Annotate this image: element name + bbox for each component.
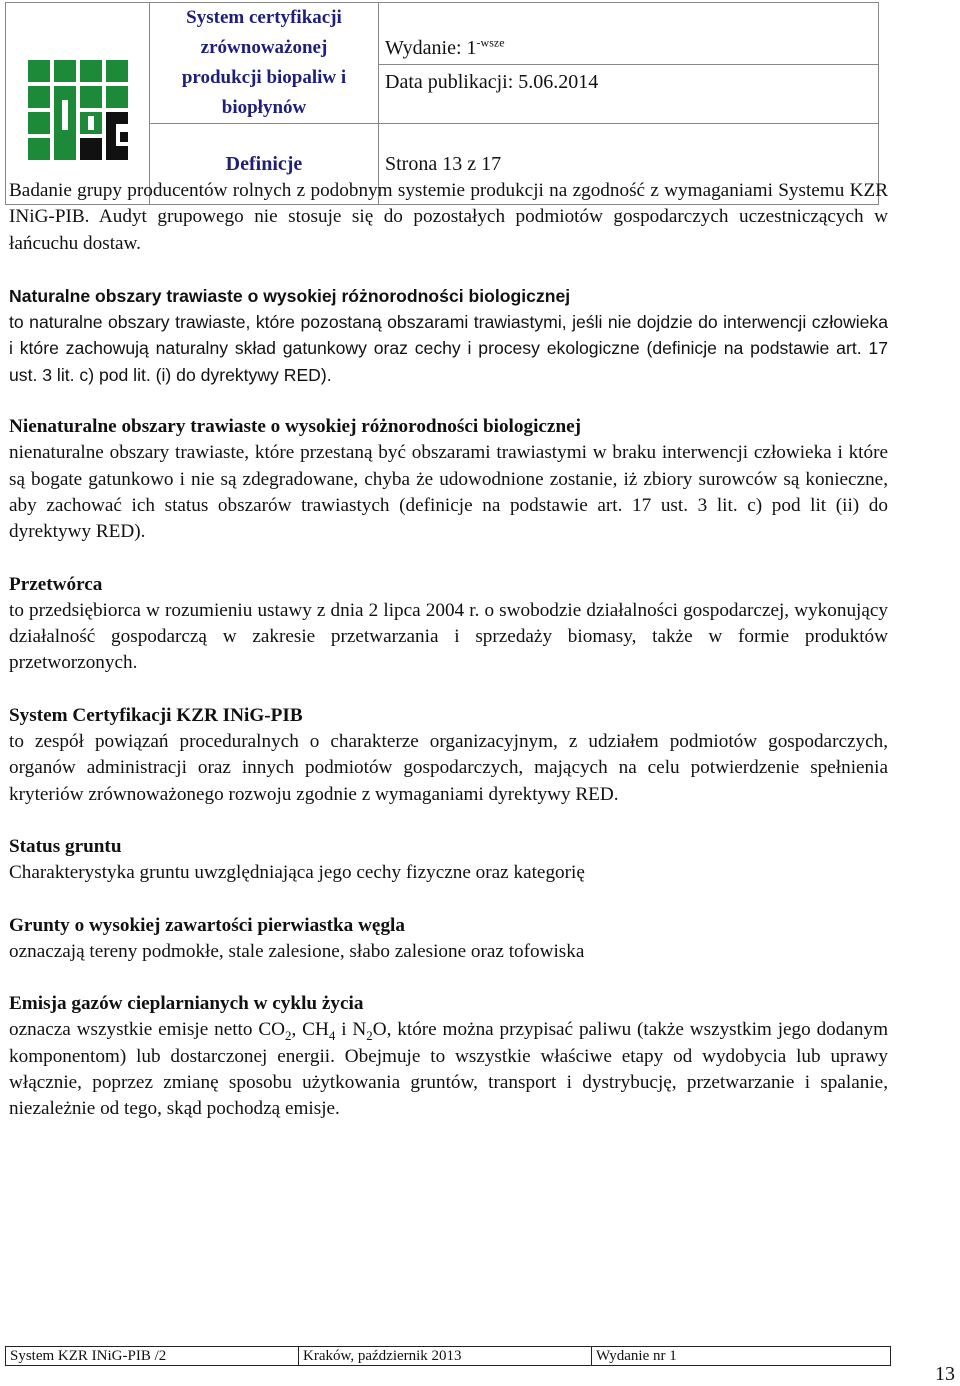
document-footer [5, 1346, 891, 1366]
document-header [5, 2, 879, 205]
logo-cell [6, 3, 150, 205]
definition-body: oznaczają tereny podmokłe, stale zalesione, słabo zalesione oraz tofowiska [9, 940, 585, 962]
definition-6 [9, 913, 888, 966]
definition-5 [9, 834, 888, 887]
publication-date: Data publikacji: 5.06.2014 [385, 70, 599, 93]
document-body [9, 178, 888, 1123]
definition-body: to zespół powiązań proceduralnych o charakterze organizacyjnym, z udziałem podmiotów gospodarczych, organów administracji oraz innych podmiotów gospodarczych, mających na celu potwierdzenie spełnienia kryteriów zrównoważonego rozwoju zgodnie z wymaganiami dyrektywy RED. [9, 731, 888, 805]
definition-term: System Certyfikacji KZR INiG-PIB [9, 704, 303, 726]
page-number: 13 [935, 1363, 955, 1385]
definition-4 [9, 703, 888, 808]
definition-3 [9, 572, 888, 677]
definition-term: Grunty o wysokiej zawartości pierwiastka węgla [9, 914, 405, 936]
edition-superscript: -wsze [476, 34, 505, 49]
edition-row [379, 30, 878, 65]
intro-paragraph: Badanie grupy producentów rolnych z podobnym systemie produkcji na zgodność z wymaganiami Systemu KZR INiG-PIB. Audyt grupowego nie stosuje się do pozostałych podmiotów gospodarczych uczestniczących w łańcuchu dostaw. [9, 180, 888, 254]
inig-logo-icon [28, 60, 128, 160]
definition-body: nienaturalne obszary trawiaste, które przestaną być obszarami trawiastymi w braku interwencji człowieka i które są bogate gatunkowo i nie są zdegradowane, chyba że udowodnione zostanie, iż zbiory surowców są konieczne, aby zachować ich status obszarów trawiastych (definicje na podstawie art. 17 ust. 3 lit. c) pod lit (ii) do dyrektywy RED). [9, 442, 888, 543]
footer-system: System KZR INiG-PIB /2 [6, 1347, 299, 1366]
footer-edition: Wydanie nr 1 [592, 1347, 891, 1366]
definition-7 [9, 991, 888, 1122]
definition-term: Status gruntu [9, 835, 122, 857]
document-title-cell [150, 3, 379, 124]
section-title: Definicje [225, 152, 303, 175]
document-title-line2: produkcji biopaliw i biopłynów [181, 67, 347, 118]
definition-body: to przedsiębiorca w rozumieniu ustawy z dnia 2 lipca 2004 r. o swobodzie działalności gospodarczej, wykonujący działalność gospodarczą w zakresie przetwarzania i sprzedaży biomasy, także w formie produktów przetworzonych. [9, 599, 888, 674]
definition-body: Charakterystyka gruntu uwzględniająca jego cechy fizyczne oraz kategorię [9, 862, 585, 884]
edition-label: Wydanie: 1 [385, 36, 477, 59]
definition-body: oznacza wszystkie emisje netto $CO_2$, $CH_4$ i $N_2O$, które można przypisać paliwu (także wszystkim jego dodanym komponentom) lub dostarczonej energii. Obejmuje to wszystkie właściwe etapy od wydobycia lub uprawy włącznie, poprzez zmianę sposobu użytkowania gruntów, transport i dystrybucję, przetwarzanie i spalanie, niezależnie od tego, skąd pochodzą emisje. [9, 1019, 889, 1120]
definition-body: to naturalne obszary trawiaste, które pozostaną obszarami trawiastymi, jeśli nie dojdzie do interwencji człowieka i które zachowują naturalny skład gatunkowy oraz cechy i procesy ekologiczne (definicje na podstawie art. 17 ust. 3 lit. c) pod lit. (i) do dyrektywy RED). [9, 312, 888, 385]
page-indicator: Strona 13 z 17 [385, 152, 502, 175]
definition-2 [9, 414, 888, 545]
definition-term: Przetwórca [9, 573, 103, 595]
definition-term: Emisja gazów cieplarnianych w cyklu życia [9, 993, 364, 1015]
footer-place-date: Kraków, październik 2013 [299, 1347, 592, 1366]
definition-term: Nienaturalne obszary trawiaste o wysokiej różnorodności biologicznej [9, 416, 582, 438]
edition-cell [379, 3, 879, 124]
definition-term: Naturalne obszary trawiaste o wysokiej różnorodności biologicznej [9, 285, 571, 306]
document-title-line1: System certyfikacji zrównoważonej [186, 7, 342, 58]
definition-1 [9, 283, 888, 388]
